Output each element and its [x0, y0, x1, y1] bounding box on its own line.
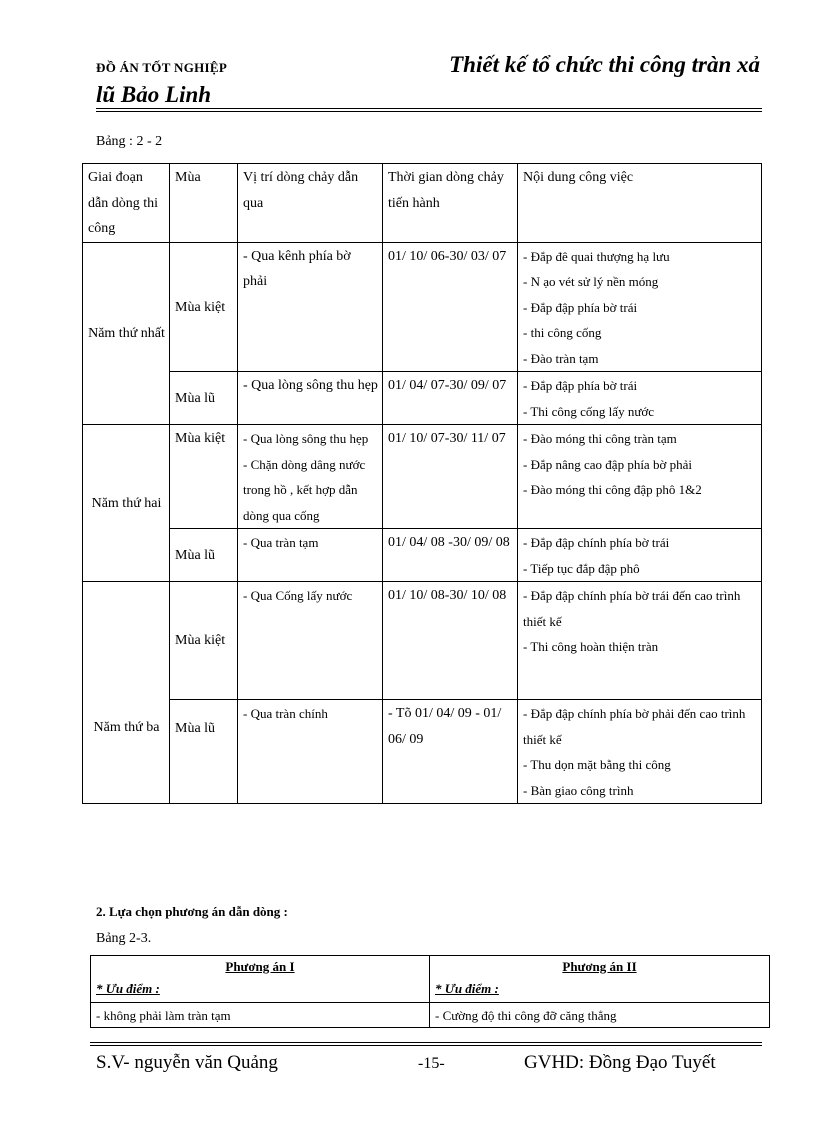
task-item: - Đắp nâng cao đập phía bờ phải [523, 456, 692, 472]
header-rule-double [96, 111, 762, 112]
option-comparison-table [90, 955, 770, 1028]
footer-student: S.V- nguyễn văn Quảng [96, 1052, 278, 1073]
table-row [91, 956, 770, 1028]
tasks-cell [518, 425, 762, 529]
time-cell: 01/ 10/ 07-30/ 11/ 07 [383, 425, 518, 529]
table-row [83, 582, 762, 700]
season-cell: Mùa lũ [170, 529, 238, 582]
stage-cell: Năm thứ hai [83, 425, 170, 582]
season-cell: Mùa kiệt [170, 242, 238, 372]
task-item: - Đắp đập phía bờ trái [523, 378, 638, 393]
table-row [83, 372, 762, 425]
table-caption: Bảng 2-3. [96, 931, 152, 946]
table-caption: Bảng : 2 - 2 [96, 134, 163, 149]
table-row [83, 425, 762, 529]
tasks-cell [518, 529, 762, 582]
advantage-label: * Ưu điểm : [435, 981, 499, 996]
diversion-stage-table [82, 163, 762, 804]
location-cell: - Qua kênh phía bờ phải [238, 242, 383, 372]
location-cell [238, 425, 383, 529]
time-cell: 01/ 04/ 07-30/ 09/ 07 [383, 372, 518, 425]
tasks-cell [518, 242, 762, 372]
header-rule [96, 108, 762, 109]
table-row [83, 242, 762, 372]
advantage-item: - Cường độ thi công đỡ căng thẳng [430, 1002, 769, 1027]
task-item: - Đắp đập chính phía bờ phải đến cao trình thiết kế [523, 706, 746, 747]
season-cell: Mùa kiệt [170, 582, 238, 700]
task-item: - thi công cống [523, 325, 602, 340]
location-cell: - Qua Cống lấy nước [238, 582, 383, 700]
season-cell: Mùa kiệt [170, 425, 238, 529]
footer-rule-double [90, 1045, 762, 1046]
option-cell [430, 956, 770, 1028]
option-title: Phương án I [225, 959, 295, 974]
advantage-label: * Ưu điểm : [96, 981, 160, 996]
task-item: - Đắp đê quai thượng hạ lưu [523, 248, 670, 264]
advantage-item: - không phải làm tràn tạm [91, 1002, 429, 1027]
season-cell: Mùa lũ [170, 700, 238, 804]
header-cell: Thời gian dòng chảy tiến hành [383, 164, 518, 243]
header-cell: Mùa [170, 164, 238, 243]
location-item: - Qua lòng sông thu hẹp [243, 431, 369, 446]
header-cell: Nội dung công việc [518, 164, 762, 243]
time-cell: 01/ 10/ 06-30/ 03/ 07 [383, 242, 518, 372]
location-cell: - Qua tràn tạm [238, 529, 383, 582]
header-cell: Vị trí dòng chảy dẫn qua [238, 164, 383, 243]
option-cell [91, 956, 430, 1028]
section-heading: 2. Lựa chọn phương án dẫn dòng : [96, 904, 288, 919]
location-cell: - Qua lòng sông thu hẹp [238, 372, 383, 425]
task-item: - Đào móng thi công đập phô 1&2 [523, 482, 702, 497]
header-title-continued: lũ Bảo Linh [96, 82, 212, 107]
location-item: - Chặn dòng dâng nước trong hồ , kết hợp dẫn dòng qua cống [243, 456, 366, 523]
task-item: - Đắp đập chính phía bờ trái đến cao trình thiết kế [523, 588, 741, 629]
task-item: - Thi công hoàn thiện tràn [523, 639, 659, 654]
page-number: -15- [418, 1055, 445, 1072]
table-row [83, 529, 762, 582]
header-thesis-label: ĐỒ ÁN TỐT NGHIỆP [96, 60, 228, 75]
task-item: - Đào tràn tạm [523, 350, 599, 366]
task-item: - Đắp đập chính phía bờ trái [523, 535, 670, 550]
header-cell: Giai đoạn dẫn dòng thi công [83, 164, 170, 243]
task-item: - Đào móng thi công tràn tạm [523, 431, 677, 446]
task-item: - Thi công cống lấy nước [523, 403, 655, 419]
task-item: - Tiếp tục đắp đập phô [523, 560, 640, 576]
table-header-row [83, 164, 762, 243]
stage-cell: Năm thứ ba [83, 582, 170, 804]
time-cell: - Tõ 01/ 04/ 09 - 01/ 06/ 09 [383, 700, 518, 804]
season-cell: Mùa lũ [170, 372, 238, 425]
location-cell: - Qua tràn chính [238, 700, 383, 804]
stage-cell: Năm thứ nhất [83, 242, 170, 425]
task-item: - N ạo vét sử lý nền móng [523, 274, 659, 289]
tasks-cell [518, 700, 762, 804]
task-item: - Đắp đập phía bờ trái [523, 299, 638, 315]
time-cell: 01/ 10/ 08-30/ 10/ 08 [383, 582, 518, 700]
task-item: - Bàn giao công trình [523, 782, 634, 798]
header-title: Thiết kế tổ chức thi công tràn xả [449, 52, 760, 77]
time-cell: 01/ 04/ 08 -30/ 09/ 08 [383, 529, 518, 582]
option-title: Phương án II [562, 959, 637, 974]
tasks-cell [518, 372, 762, 425]
tasks-cell [518, 582, 762, 700]
table-row [83, 700, 762, 804]
task-item: - Thu dọn mặt bằng thi công [523, 757, 671, 772]
footer-advisor: GVHD: Đồng Đạo Tuyết [524, 1052, 716, 1073]
footer-rule [90, 1042, 762, 1043]
